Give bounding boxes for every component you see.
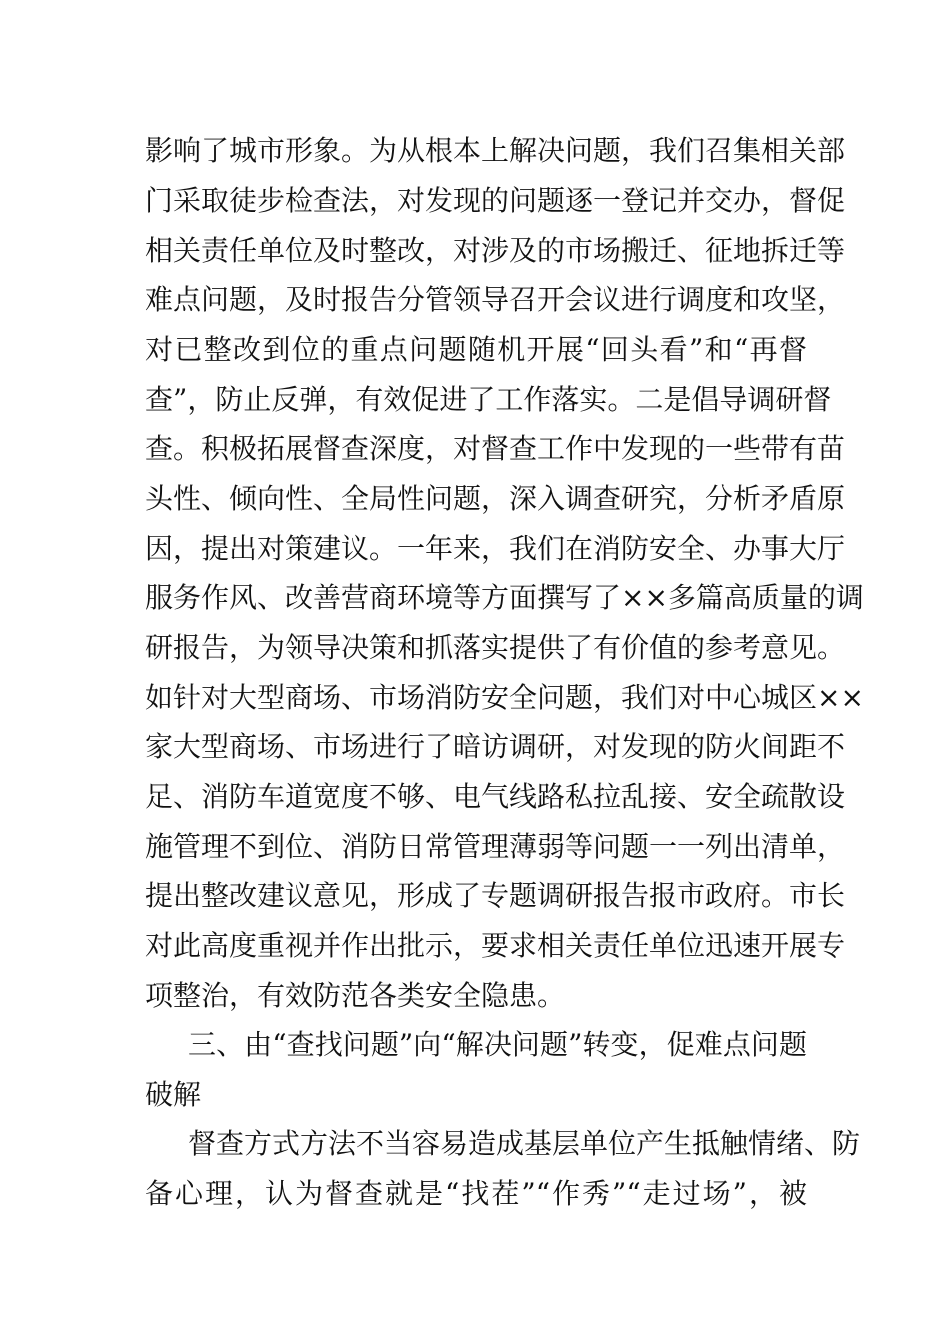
text-line: 门采取徒步检查法，对发现的问题逐一登记并交办，督促: [145, 184, 846, 217]
text-line: 查。积极拓展督查深度，对督查工作中发现的一些带有苗: [145, 432, 846, 465]
text-line: 查”，防止反弹，有效促进了工作落实。二是倡导调研督: [145, 383, 832, 416]
text-line: 对已整改到位的重点问题随机开展“回头看”和“再督: [145, 333, 807, 366]
text-line: 备心理，认为督查就是“找茬”“作秀”“走过场”，被: [145, 1177, 807, 1210]
text-line: 足、消防车道宽度不够、电气线路私拉乱接、安全疏散设: [145, 780, 846, 813]
text-line: 服务作风、改善营商环境等方面撰写了××多篇高质量的调: [145, 581, 864, 614]
text-line: 项整治，有效防范各类安全隐患。: [145, 979, 566, 1012]
text-line: 因，提出对策建议。一年来，我们在消防安全、办事大厅: [145, 532, 846, 565]
text-line: 如针对大型商场、市场消防安全问题，我们对中心城区××: [145, 681, 864, 714]
text-line: 施管理不到位、消防日常管理薄弱等问题一一列出清单，: [145, 830, 846, 863]
text-line: 研报告，为领导决策和抓落实提供了有价值的参考意见。: [145, 631, 846, 664]
text-line: 相关责任单位及时整改，对涉及的市场搬迁、征地拆迁等: [145, 234, 846, 267]
text-line: 影响了城市形象。为从根本上解决问题，我们召集相关部: [145, 134, 846, 167]
text-line: 家大型商场、市场进行了暗访调研，对发现的防火间距不: [145, 730, 846, 763]
text-line: 督查方式方法不当容易造成基层单位产生抵触情绪、防: [188, 1127, 861, 1160]
text-line: 难点问题，及时报告分管领导召开会议进行调度和攻坚，: [145, 283, 846, 316]
text-line: 提出整改建议意见，形成了专题调研报告报市政府。市长: [145, 879, 846, 912]
text-line: 对此高度重视并作出批示，要求相关责任单位迅速开展专: [145, 929, 846, 962]
heading-line: 三、由“查找问题”向“解决问题”转变，促难点问题: [188, 1028, 807, 1061]
heading-line: 破解: [145, 1078, 202, 1111]
text-line: 头性、倾向性、全局性问题，深入调查研究，分析矛盾原: [145, 482, 846, 515]
